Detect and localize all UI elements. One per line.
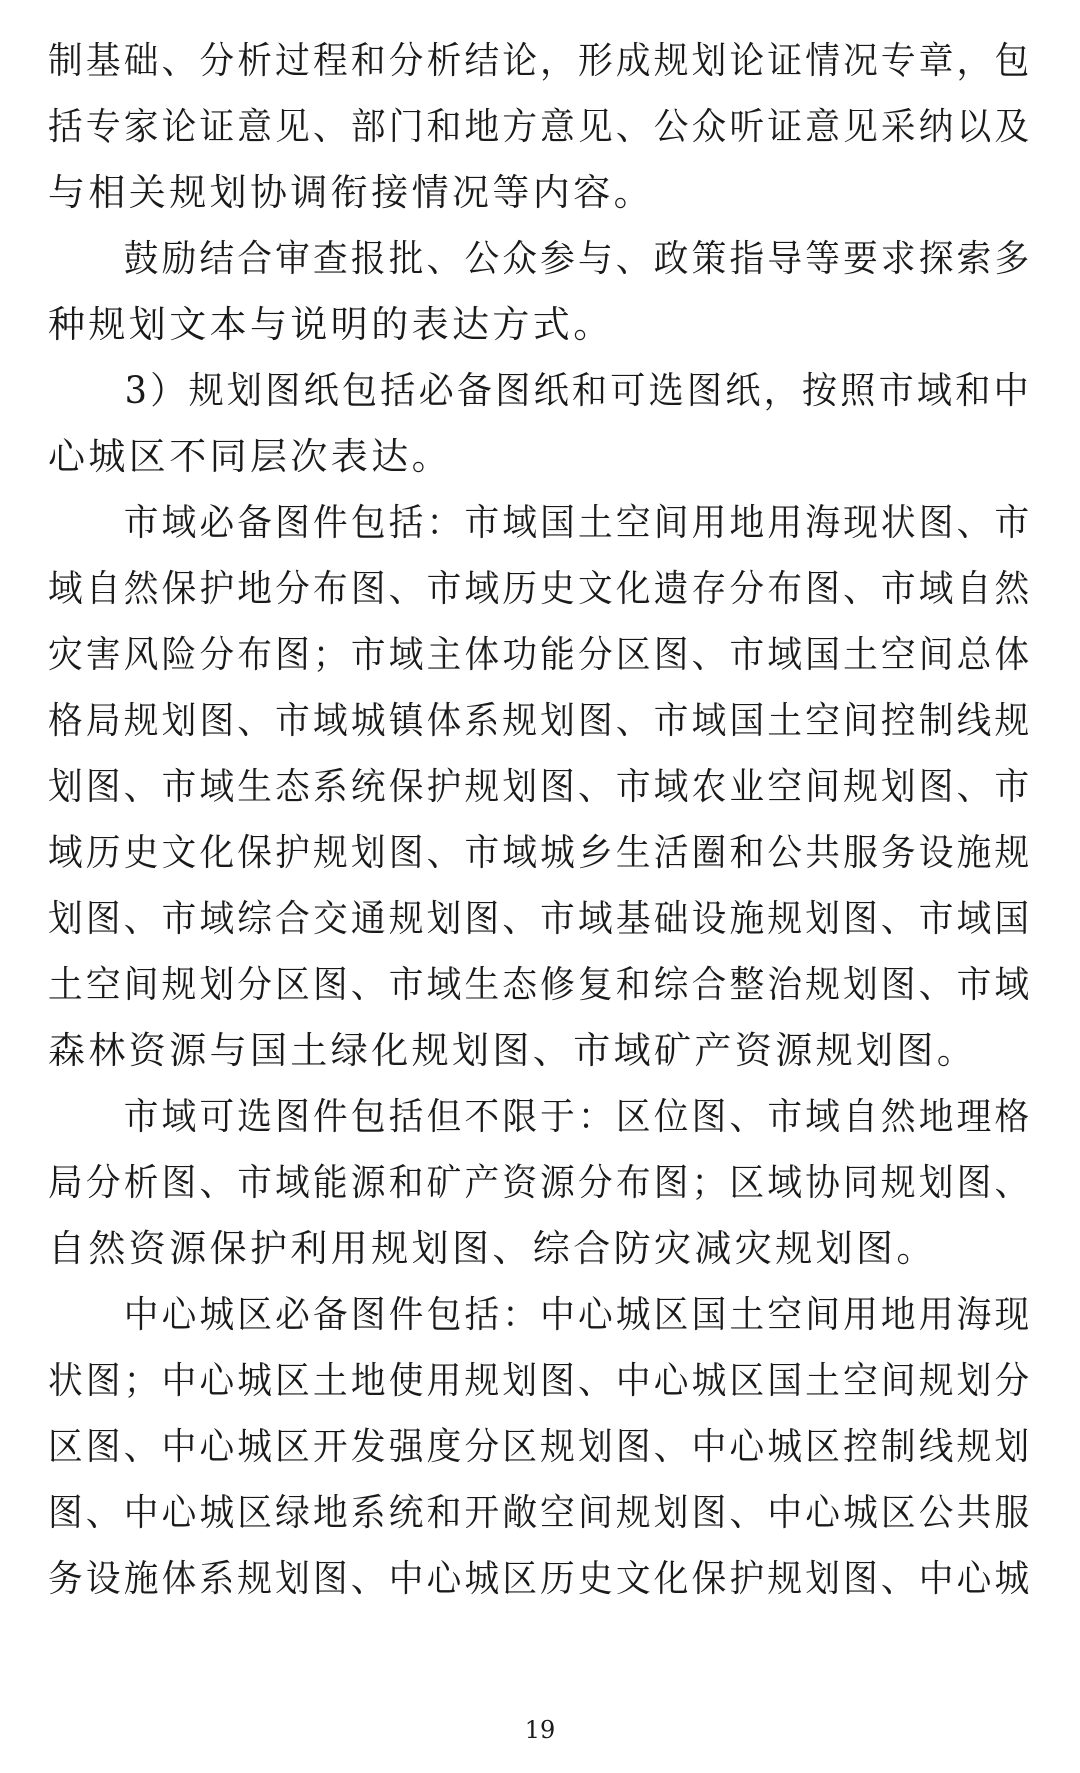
text-line: 心城区不同层次表达。 <box>48 435 452 478</box>
text-line: 划图、市域生态系统保护规划图、市域农业空间规划图、市 <box>48 765 1033 808</box>
text-line: 区图、中心城区开发强度分区规划图、中心城区控制线规划 <box>48 1425 1033 1468</box>
text-line: 局分析图、市域能源和矿产资源分布图；区域协同规划图、 <box>48 1161 1033 1204</box>
text-line: 灾害风险分布图；市域主体功能分区图、市域国土空间总体 <box>48 633 1033 676</box>
text-line: 市域必备图件包括：市域国土空间用地用海现状图、市 <box>48 501 1033 544</box>
page-number: 19 <box>524 1716 556 1744</box>
text-line: 括专家论证意见、部门和地方意见、公众听证意见采纳以及 <box>48 105 1033 148</box>
text-line: 种规划文本与说明的表达方式。 <box>48 303 614 346</box>
text-line: 自然资源保护利用规划图、综合防灾减灾规划图。 <box>48 1227 937 1270</box>
text-line: 土空间规划分区图、市域生态修复和综合整治规划图、市域 <box>48 963 1033 1006</box>
text-line: 中心城区必备图件包括：中心城区国土空间用地用海现 <box>48 1293 1033 1336</box>
text-line: 划图、市域综合交通规划图、市域基础设施规划图、市域国 <box>48 897 1033 940</box>
body-text <box>48 28 1032 1612</box>
text-line: 鼓励结合审查报批、公众参与、政策指导等要求探索多 <box>48 237 1033 280</box>
text-line: 制基础、分析过程和分析结论，形成规划论证情况专章，包 <box>48 39 1033 82</box>
text-line: 森林资源与国土绿化规划图、市域矿产资源规划图。 <box>48 1029 978 1072</box>
text-line: 域自然保护地分布图、市域历史文化遗存分布图、市域自然 <box>48 567 1033 610</box>
text-line: 图、中心城区绿地系统和开敞空间规划图、中心城区公共服 <box>48 1491 1033 1534</box>
text-line: 域历史文化保护规划图、市域城乡生活圈和公共服务设施规 <box>48 831 1033 874</box>
text-line: 3）规划图纸包括必备图纸和可选图纸，按照市域和中 <box>48 369 1032 412</box>
text-line: 市域可选图件包括但不限于：区位图、市域自然地理格 <box>48 1095 1033 1138</box>
text-line: 与相关规划协调衔接情况等内容。 <box>48 171 654 214</box>
text-line: 格局规划图、市域城镇体系规划图、市域国土空间控制线规 <box>48 699 1033 742</box>
text-line: 状图；中心城区土地使用规划图、中心城区国土空间规划分 <box>48 1359 1033 1402</box>
text-line: 务设施体系规划图、中心城区历史文化保护规划图、中心城 <box>48 1557 1033 1600</box>
